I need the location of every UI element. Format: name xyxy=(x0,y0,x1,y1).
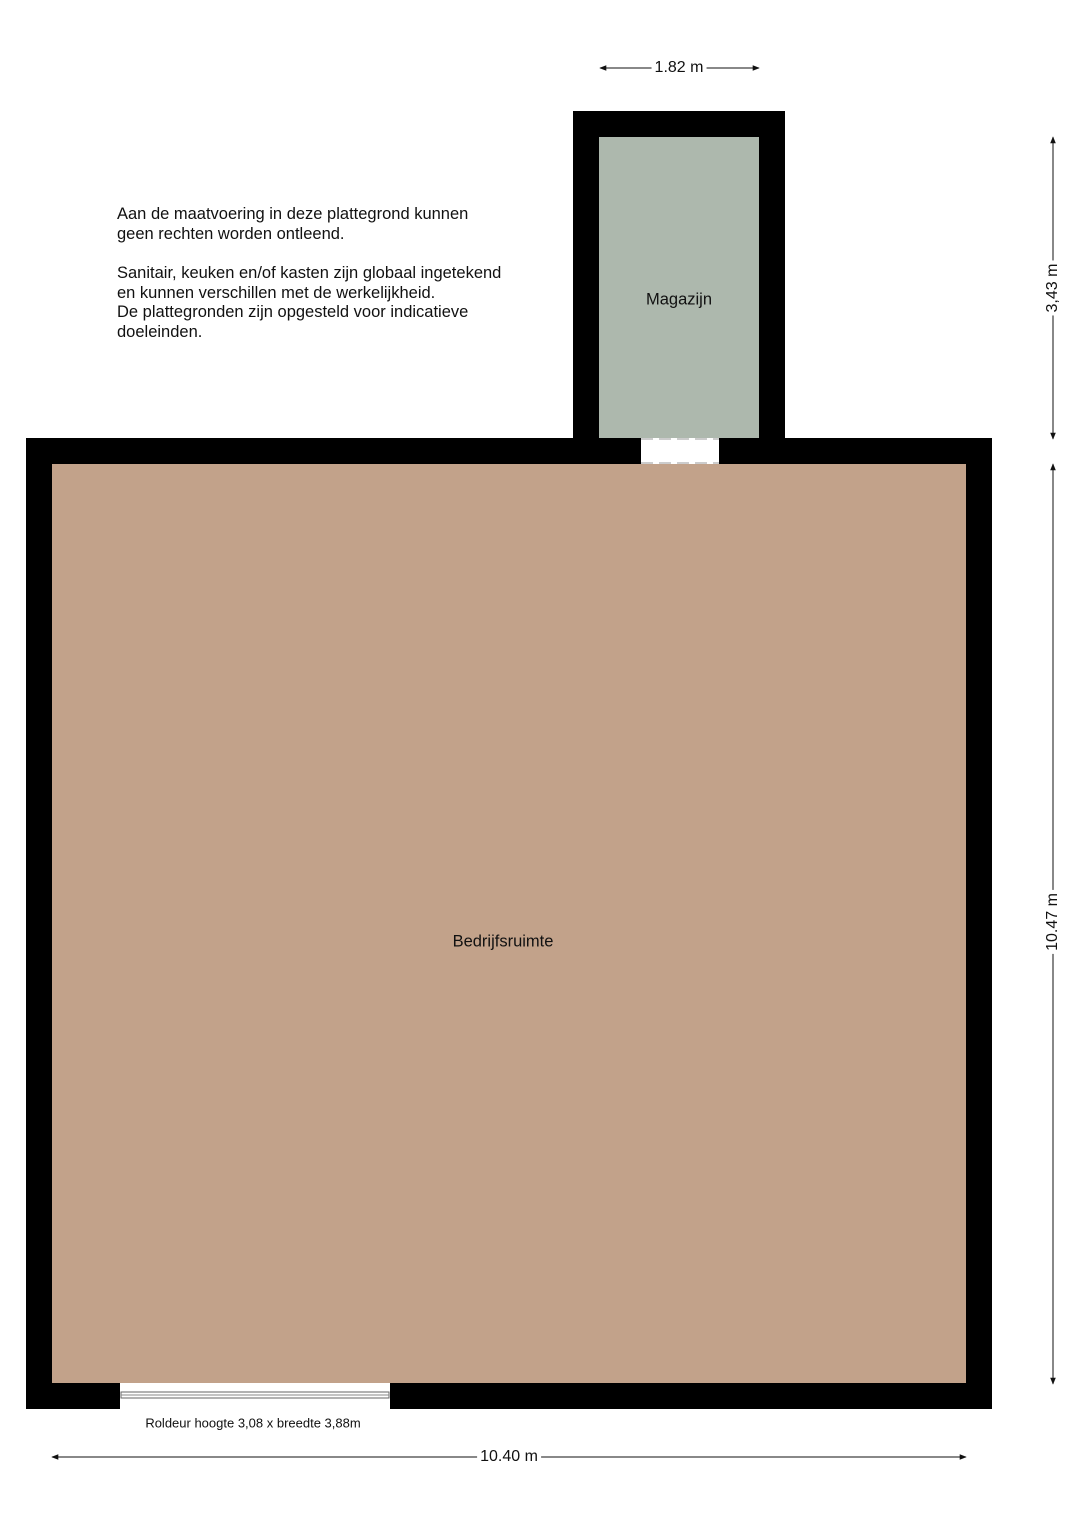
dim-label-magazijn-depth: 3,43 m xyxy=(1044,261,1062,316)
disclaimer-notes xyxy=(117,205,501,342)
note-line: geen rechten worden ontleend. xyxy=(117,224,345,243)
dim-label-main-width: 10.40 m xyxy=(477,1448,541,1466)
roller-door xyxy=(120,1383,390,1409)
magazijn-floor xyxy=(599,137,759,442)
note-line: Aan de maatvoering in deze plattegrond kunnen xyxy=(117,205,469,223)
roller-door-note: Roldeur hoogte 3,08 x breedte 3,88m xyxy=(145,1415,361,1431)
bedrijfsruimte-floor xyxy=(52,464,966,1383)
dim-label-magazijn-width: 1.82 m xyxy=(652,59,707,77)
note-line: doeleinden. xyxy=(117,322,203,341)
room-label-bedrijfsruimte: Bedrijfsruimte xyxy=(452,932,554,951)
note-line: De plattegronden zijn opgesteld voor indicatieve xyxy=(117,303,469,321)
dim-label-main-depth: 10.47 m xyxy=(1044,890,1062,954)
note-line: Sanitair, keuken en/of kasten zijn globaal ingetekend xyxy=(117,264,502,282)
note-line: en kunnen verschillen met de werkelijkheid. xyxy=(117,283,436,302)
interior-doorway xyxy=(641,438,719,464)
room-label-magazijn: Magazijn xyxy=(645,290,713,309)
